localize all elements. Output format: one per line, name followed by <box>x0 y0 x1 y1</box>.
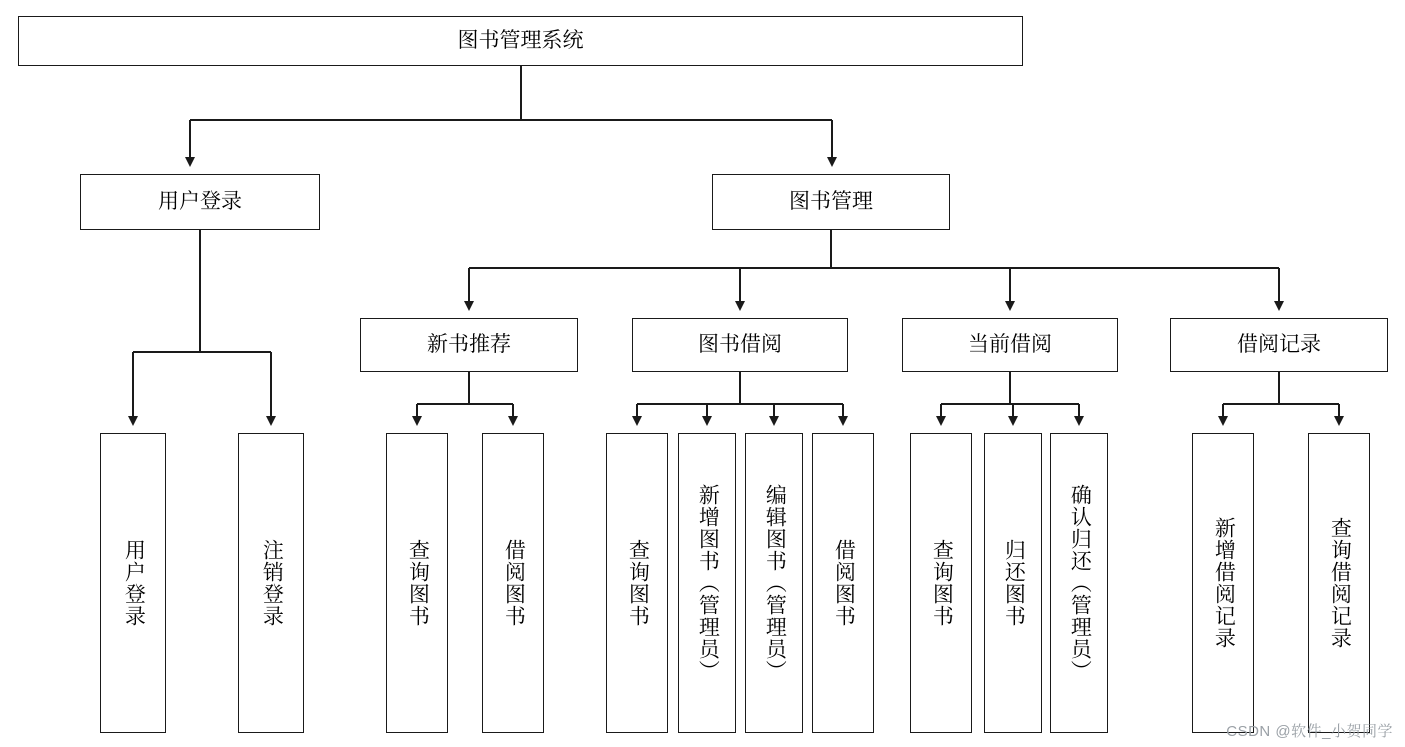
node-label: 用户登录 <box>158 189 242 213</box>
node-label: 归还图书 <box>1002 539 1026 627</box>
node-leaf-user-login[interactable] <box>100 433 166 733</box>
node-leaf-query-record[interactable] <box>1308 433 1370 733</box>
node-leaf-add-record[interactable] <box>1192 433 1254 733</box>
node-label: 借阅记录 <box>1237 332 1321 356</box>
node-leaf-logout[interactable] <box>238 433 304 733</box>
node-label: 新书推荐 <box>427 332 511 356</box>
node-root[interactable] <box>18 16 1023 66</box>
node-borrow-record[interactable] <box>1170 318 1388 372</box>
node-label: 编辑图书（管理员） <box>763 484 787 682</box>
node-label: 新增图书（管理员） <box>696 484 720 682</box>
node-leaf-query-book-1[interactable] <box>386 433 448 733</box>
node-book-borrow[interactable] <box>632 318 848 372</box>
node-label: 借阅图书 <box>832 539 856 627</box>
node-label: 查询图书 <box>930 539 954 627</box>
node-label: 注销登录 <box>260 539 284 627</box>
node-label: 图书管理系统 <box>457 28 584 52</box>
node-label: 查询图书 <box>626 539 650 627</box>
watermark: CSDN @软件_小贺同学 <box>1226 723 1393 740</box>
node-leaf-query-book-3[interactable] <box>910 433 972 733</box>
node-current-borrow[interactable] <box>902 318 1118 372</box>
node-label: 当前借阅 <box>968 332 1052 356</box>
node-leaf-query-book-2[interactable] <box>606 433 668 733</box>
node-label: 查询图书 <box>406 539 430 627</box>
node-leaf-add-book[interactable] <box>678 433 736 733</box>
node-leaf-confirm-return[interactable] <box>1050 433 1108 733</box>
node-label: 新增借阅记录 <box>1212 517 1236 649</box>
node-book-manage[interactable] <box>712 174 950 230</box>
node-leaf-return-book[interactable] <box>984 433 1042 733</box>
node-leaf-borrow-book-1[interactable] <box>482 433 544 733</box>
node-user-login[interactable] <box>80 174 320 230</box>
node-label: 图书管理 <box>789 189 873 213</box>
node-label: 图书借阅 <box>698 332 782 356</box>
node-label: 用户登录 <box>122 539 146 627</box>
node-new-book-recommend[interactable] <box>360 318 578 372</box>
node-leaf-borrow-book-2[interactable] <box>812 433 874 733</box>
node-label: 确认归还（管理员） <box>1068 484 1092 682</box>
node-label: 借阅图书 <box>502 539 526 627</box>
node-label: 查询借阅记录 <box>1328 517 1352 649</box>
node-leaf-edit-book[interactable] <box>745 433 803 733</box>
